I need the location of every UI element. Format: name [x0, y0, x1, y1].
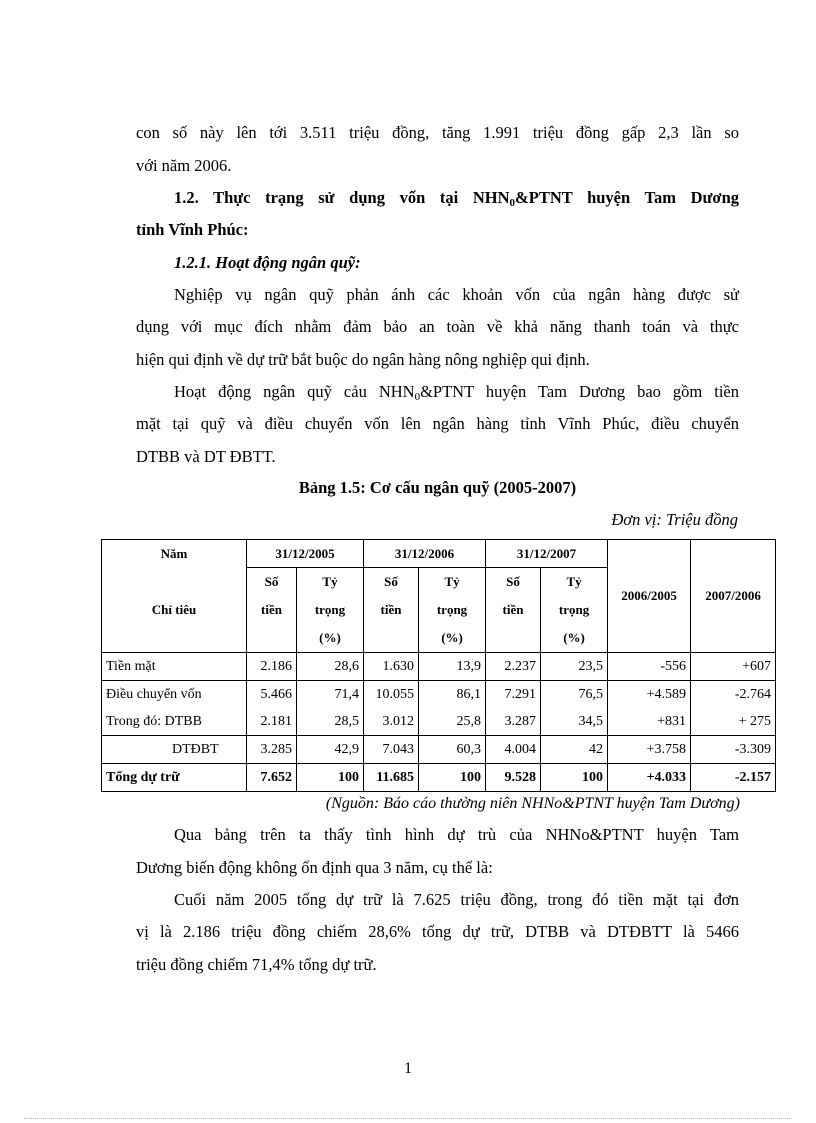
header-text: trọng: [558, 602, 590, 617]
header-year: 31/12/2005: [247, 540, 364, 568]
cell: -556: [608, 653, 691, 681]
cell: 100: [419, 764, 486, 792]
cell: 28,5: [297, 708, 364, 736]
cell: 4.004: [486, 736, 541, 764]
header-text: (%): [441, 630, 463, 645]
cell: 3.287: [486, 708, 541, 736]
row-label: Trong đó: DTBB: [102, 708, 247, 736]
table-unit: Đơn vị: Triệu đồng: [611, 510, 738, 529]
paragraph-line: với năm 2006.: [136, 156, 232, 175]
header-text: Số: [506, 574, 520, 589]
cell: 42,9: [297, 736, 364, 764]
header-amount: [364, 568, 419, 653]
section-heading-line2: tỉnh Vĩnh Phúc:: [136, 220, 249, 239]
paragraph-line: DTBB và DT ĐBTT.: [136, 447, 276, 466]
subscript: 0: [414, 391, 421, 403]
cell: 60,3: [419, 736, 486, 764]
header-amount: [486, 568, 541, 653]
header-text: Số: [264, 574, 279, 589]
cell: + 275: [691, 708, 776, 736]
row-label: DTĐBT: [102, 736, 247, 764]
table-caption: Bảng 1.5: Cơ cấu ngân quỹ (2005-2007): [298, 478, 577, 497]
header-text: trọng: [314, 602, 346, 617]
header-text: Tỷ: [444, 574, 460, 589]
paragraph-line: vị là 2.186 triệu đồng chiếm 28,6% tổng dự trữ, DTBB và DTĐBTT là 5466: [136, 922, 739, 941]
cell: 23,5: [541, 653, 608, 681]
header-text: tiền: [380, 602, 402, 617]
cell: +4.033: [608, 764, 691, 792]
cell: 100: [541, 764, 608, 792]
header-text: trọng: [436, 602, 468, 617]
cell: 76,5: [541, 681, 608, 709]
header-year: 31/12/2006: [364, 540, 486, 568]
cell: 1.630: [364, 653, 419, 681]
paragraph-line: mặt tại quỹ và điều chuyển vốn lên ngân hàng tỉnh Vĩnh Phúc, điều chuyển: [136, 414, 739, 433]
header-text: (%): [319, 630, 341, 645]
header-share: [541, 568, 608, 653]
page-number: 1: [404, 1060, 412, 1077]
cell: -2.764: [691, 681, 776, 709]
page-bottom-divider: [24, 1118, 792, 1119]
table-row: [102, 653, 776, 681]
header-compare: 2007/2006: [691, 540, 776, 653]
cell: 9.528: [486, 764, 541, 792]
cell: 3.285: [247, 736, 297, 764]
section-heading: [136, 182, 739, 215]
paragraph-line: Nghiệp vụ ngân quỹ phản ánh các khoản vốn của ngân hàng được sử: [174, 285, 739, 304]
cell: +607: [691, 653, 776, 681]
paragraph-line: Dương biến động không ổn định qua 3 năm, cụ thể là:: [136, 858, 493, 877]
cell: 86,1: [419, 681, 486, 709]
cell: +4.589: [608, 681, 691, 709]
cell: 71,4: [297, 681, 364, 709]
header-share: [297, 568, 364, 653]
cell: 2.186: [247, 653, 297, 681]
cell: 100: [297, 764, 364, 792]
header-year: 31/12/2007: [486, 540, 608, 568]
reserve-table: [101, 539, 776, 792]
cell: 3.012: [364, 708, 419, 736]
header-text: Số: [384, 574, 398, 589]
table-row: [102, 736, 776, 764]
cell: 34,5: [541, 708, 608, 736]
cell: -2.157: [691, 764, 776, 792]
header-year-label: Năm: [102, 540, 247, 568]
header-text: tiền: [502, 602, 524, 617]
subscript: 0: [509, 197, 515, 209]
text-run: Hoạt động ngân quỹ cảu NHN: [174, 382, 415, 401]
cell: 7.652: [247, 764, 297, 792]
paragraph-line: Cuối năm 2005 tổng dự trữ là 7.625 triệu đồng, trong đó tiền mặt tại đơn: [174, 890, 739, 909]
row-label: Điều chuyển vốn: [102, 681, 247, 709]
row-label: Tổng dự trữ: [102, 764, 247, 792]
cell: 11.685: [364, 764, 419, 792]
cell: -3.309: [691, 736, 776, 764]
cell: 7.291: [486, 681, 541, 709]
row-label: Tiền mặt: [102, 653, 247, 681]
table-row-total: [102, 764, 776, 792]
table-row: [102, 708, 776, 736]
header-amount: [247, 568, 297, 653]
cell: 13,9: [419, 653, 486, 681]
paragraph-line: [136, 376, 739, 409]
table-source: (Nguồn: Báo cáo thường niên NHNo&PTNT huyện Tam Dương): [325, 795, 740, 812]
cell: 2.181: [247, 708, 297, 736]
paragraph-line: dụng với mục đích nhằm đảm bảo an toàn về khả năng thanh toán và thực: [136, 317, 739, 336]
cell: 2.237: [486, 653, 541, 681]
table-row: [102, 681, 776, 709]
cell: 42: [541, 736, 608, 764]
header-text: (%): [563, 630, 585, 645]
subsection-heading: 1.2.1. Hoạt động ngân quỹ:: [174, 253, 361, 272]
header-text: Tỷ: [566, 574, 582, 589]
cell: 5.466: [247, 681, 297, 709]
cell: 25,8: [419, 708, 486, 736]
heading-text: 1.2. Thực trạng sử dụng vốn tại NHN: [174, 188, 510, 207]
paragraph-line: con số này lên tới 3.511 triệu đồng, tăng 1.991 triệu đồng gấp 2,3 lần so: [136, 123, 739, 142]
cell: 7.043: [364, 736, 419, 764]
text-run: &PTNT huyện Tam Dương bao gồm tiền: [420, 382, 739, 401]
cell: 10.055: [364, 681, 419, 709]
header-text: Tỷ: [322, 574, 338, 589]
header-indicator-label: Chỉ tiêu: [102, 568, 247, 653]
paragraph-line: triệu đồng chiếm 71,4% tổng dự trữ.: [136, 955, 377, 974]
paragraph-line: hiện qui định về dự trữ bắt buộc do ngân hàng nông nghiệp qui định.: [136, 350, 590, 369]
cell: +831: [608, 708, 691, 736]
paragraph-line: Qua bảng trên ta thấy tình hình dự trù của NHNo&PTNT huyện Tam: [174, 825, 739, 844]
header-compare: 2006/2005: [608, 540, 691, 653]
heading-text: &PTNT huyện Tam Dương: [515, 188, 739, 207]
cell: 28,6: [297, 653, 364, 681]
cell: +3.758: [608, 736, 691, 764]
header-text: tiền: [261, 602, 282, 617]
header-share: [419, 568, 486, 653]
